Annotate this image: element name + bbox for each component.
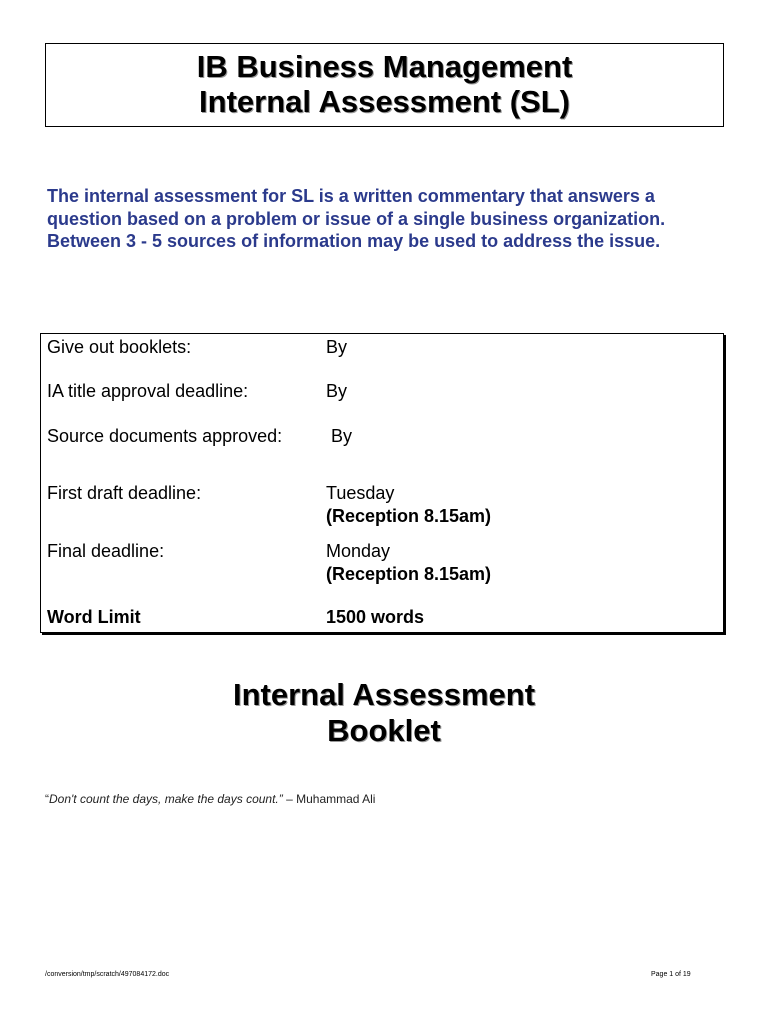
schedule-value: Monday [326, 541, 391, 561]
document-title-line-1: IB Business Management [196, 49, 573, 84]
quote-open-mark: “ [45, 792, 49, 806]
quote-attribution: – Muhammad Ali [282, 792, 376, 806]
footer-file-path: /conversion/tmp/scratch/497084172.doc [45, 971, 170, 978]
schedule-label: Give out booklets: [47, 337, 192, 357]
booklet-title-line-1: Internal Assessment [232, 677, 536, 712]
schedule-note: (Reception 8.15am) [326, 506, 492, 526]
booklet-title [0, 677, 768, 749]
schedule-value: By [326, 381, 348, 401]
schedule-label: Source documents approved: [47, 426, 283, 446]
document-title-box [45, 43, 724, 127]
schedule-value: By [331, 426, 353, 446]
quote [45, 792, 375, 807]
schedule-box [40, 333, 724, 633]
intro-paragraph: The internal assessment for SL is a written commentary that answers a question based on a problem or issue of a single business organization. Between 3 - 5 sources of information may be used to address the issue. [47, 186, 666, 251]
schedule-label: Word Limit [47, 607, 141, 627]
schedule-label: First draft deadline: [47, 483, 202, 503]
footer-page-number: Page 1 of 19 [651, 971, 691, 978]
schedule-value: 1500 words [326, 607, 425, 627]
quote-text: Don't count the days, make the days count.” [49, 792, 283, 806]
schedule-label: IA title approval deadline: [47, 381, 249, 401]
document-title-line-2: Internal Assessment (SL) [199, 84, 570, 119]
schedule-label: Final deadline: [47, 541, 165, 561]
schedule-value: Tuesday [326, 483, 395, 503]
schedule-value: By [326, 337, 348, 357]
schedule-note: (Reception 8.15am) [326, 564, 492, 584]
booklet-title-line-2: Booklet [327, 713, 441, 748]
